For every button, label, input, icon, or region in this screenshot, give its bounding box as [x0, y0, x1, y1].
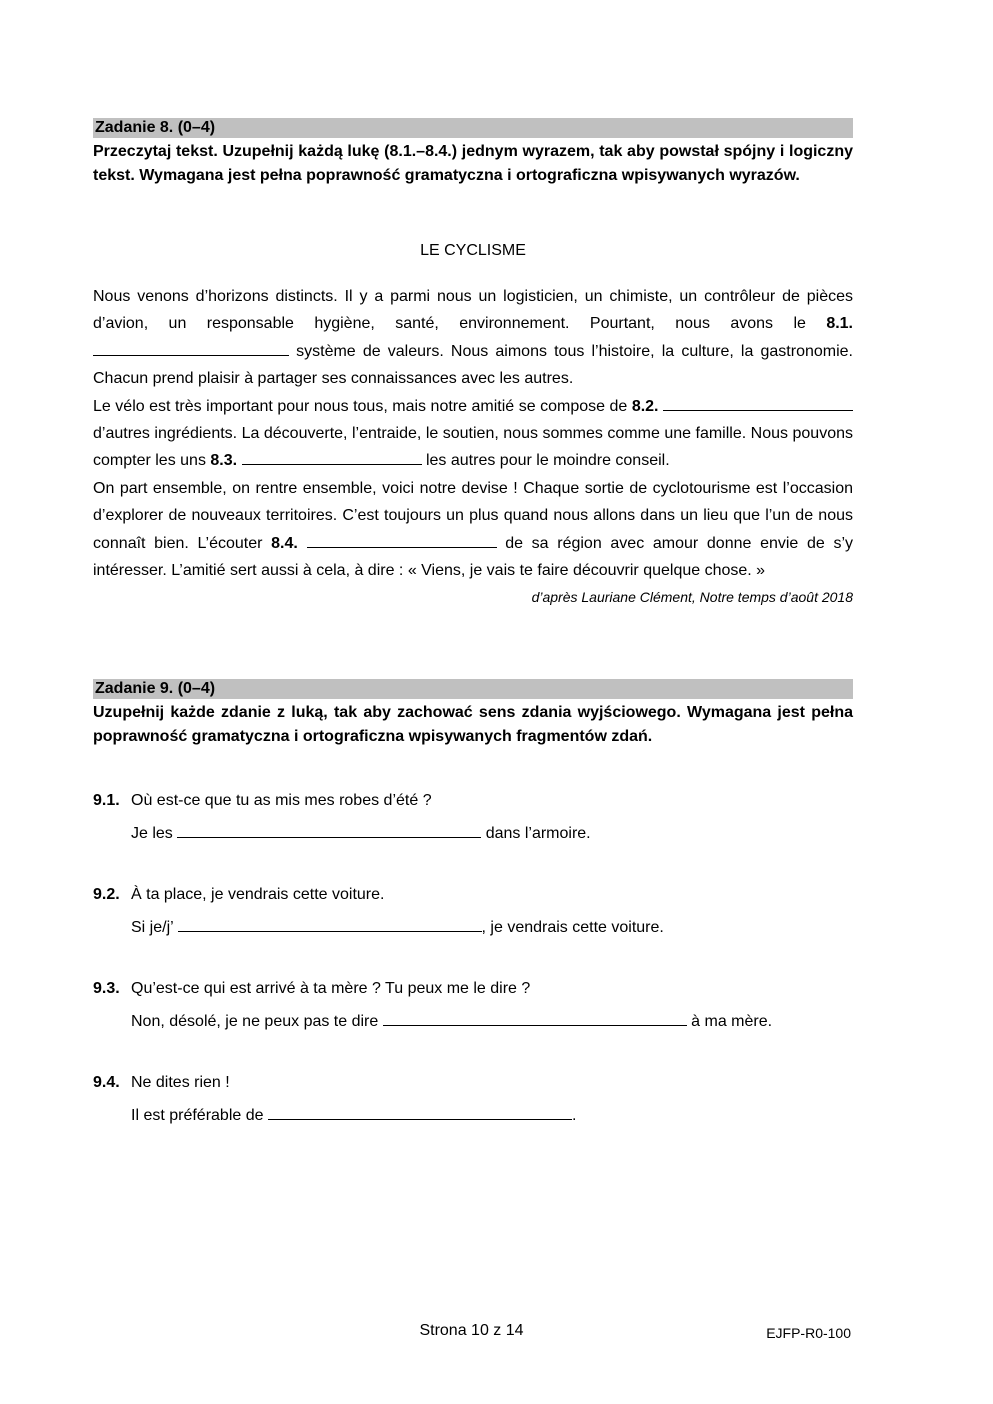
item-sentence: Ne dites rien ! — [131, 1074, 230, 1092]
item-number: 9.3. — [93, 980, 120, 998]
gap-8-3-blank[interactable] — [242, 448, 422, 465]
paragraph-3 — [93, 475, 853, 585]
paragraph-3-part-a: On part ensemble, on rentre ensemble, voici notre devise ! Chaque sortie de cyclotourisme est l’occasion d’explorer de nouveaux territoires. C’est toujours un plus quand nous allons dans un lieu que l’un de nous connaît bien. L’écouter — [93, 479, 853, 552]
paragraph-3-part-b: de sa région avec amour donne envie de s’y intéresser. L’amitié sert aussi à cela, à dire : « Viens, je vais te faire découvrir quelque chose. » — [93, 534, 854, 580]
answer-prefix: Non, désolé, je ne peux pas te dire — [131, 1013, 383, 1031]
item-number: 9.4. — [93, 1074, 120, 1092]
task9-header: Zadanie 9. (0–4) — [93, 679, 853, 699]
text-source: d’après Lauriane Clément, Notre temps d’août 2018 — [531, 589, 853, 606]
gap-8-4-blank[interactable] — [307, 531, 497, 548]
answer-suffix: à ma mère. — [686, 1013, 773, 1031]
item-9-2 — [93, 883, 853, 940]
task8-header: Zadanie 8. (0–4) — [93, 118, 853, 138]
item-9-3 — [93, 977, 853, 1034]
answer-blank-9-3[interactable] — [383, 1009, 687, 1026]
paragraph-1 — [93, 283, 853, 393]
item-number: 9.2. — [93, 886, 120, 904]
paragraph-2-part-a: Le vélo est très important pour nous tous, mais notre amitié se compose de — [93, 397, 632, 415]
item-9-4 — [93, 1071, 853, 1128]
answer-blank-9-1[interactable] — [177, 821, 481, 838]
answer-prefix: Je les — [131, 825, 178, 843]
page-number: Strona 10 z 14 — [419, 1322, 524, 1339]
item-sentence: Où est-ce que tu as mis mes robes d’été ? — [131, 792, 432, 810]
gap-label-8-3: 8.3. — [210, 452, 238, 470]
task9-instruction: Uzupełnij każde zdanie z luką, tak aby zachować sens zdania wyjściowego. Wymagana jest pełna poprawność gramatyczna i ortograficzna wpisywanych fragmentów zdań. — [93, 704, 853, 746]
item-number: 9.1. — [93, 792, 120, 810]
answer-suffix: . — [571, 1107, 577, 1125]
exam-page — [93, 118, 853, 1128]
task8-instruction: Przeczytaj tekst. Uzupełnij każdą lukę (8.1.–8.4.) jednym wyrazem, tak aby powstał spójny i logiczny tekst. Wymagana jest pełna poprawność gramatyczna i ortograficzna wpisywanych wyrazów. — [93, 143, 853, 184]
gap-8-1-blank[interactable] — [93, 339, 289, 356]
gap-label-8-1: 8.1. — [826, 315, 853, 333]
answer-prefix: Il est préférable de — [131, 1107, 268, 1125]
answer-prefix: Si je/j’ — [131, 919, 178, 937]
answer-suffix: , je vendrais cette voiture. — [481, 919, 664, 937]
task9-section — [93, 679, 853, 1128]
text-title: LE CYCLISME — [420, 242, 526, 259]
answer-blank-9-2[interactable] — [178, 915, 482, 932]
task8-text — [93, 283, 853, 584]
paragraph-2 — [93, 393, 853, 475]
item-sentence: À ta place, je vendrais cette voiture. — [131, 886, 385, 904]
paragraph-1-part-b: système de valeurs. Nous aimons tous l’histoire, la culture, la gastronomie. Chacun prend plaisir à partager ses connaissances avec les autres. — [93, 342, 853, 388]
answer-blank-9-4[interactable] — [268, 1103, 572, 1120]
paragraph-1-part-a: Nous venons d’horizons distincts. Il y a parmi nous un logisticien, un chimiste, un contrôleur de pièces d’avion, un responsable hygiène, santé, environnement. Pourtant, nous avons le — [93, 288, 853, 333]
item-sentence: Qu’est-ce qui est arrivé à ta mère ? Tu peux me le dire ? — [131, 980, 531, 998]
answer-suffix: dans l’armoire. — [481, 825, 591, 843]
paragraph-2-part-c: les autres pour le moindre conseil. — [421, 452, 670, 470]
gap-8-2-blank[interactable] — [663, 394, 853, 411]
exam-code: EJFP-R0-100 — [766, 1325, 851, 1341]
gap-label-8-2: 8.2. — [631, 397, 659, 415]
gap-label-8-4: 8.4. — [271, 534, 298, 552]
paragraph-2-part-b: d’autres ingrédients. La découverte, l’entraide, le soutien, nous sommes comme une famille. Nous pouvons compter les uns — [93, 425, 853, 470]
item-9-1 — [93, 789, 853, 846]
